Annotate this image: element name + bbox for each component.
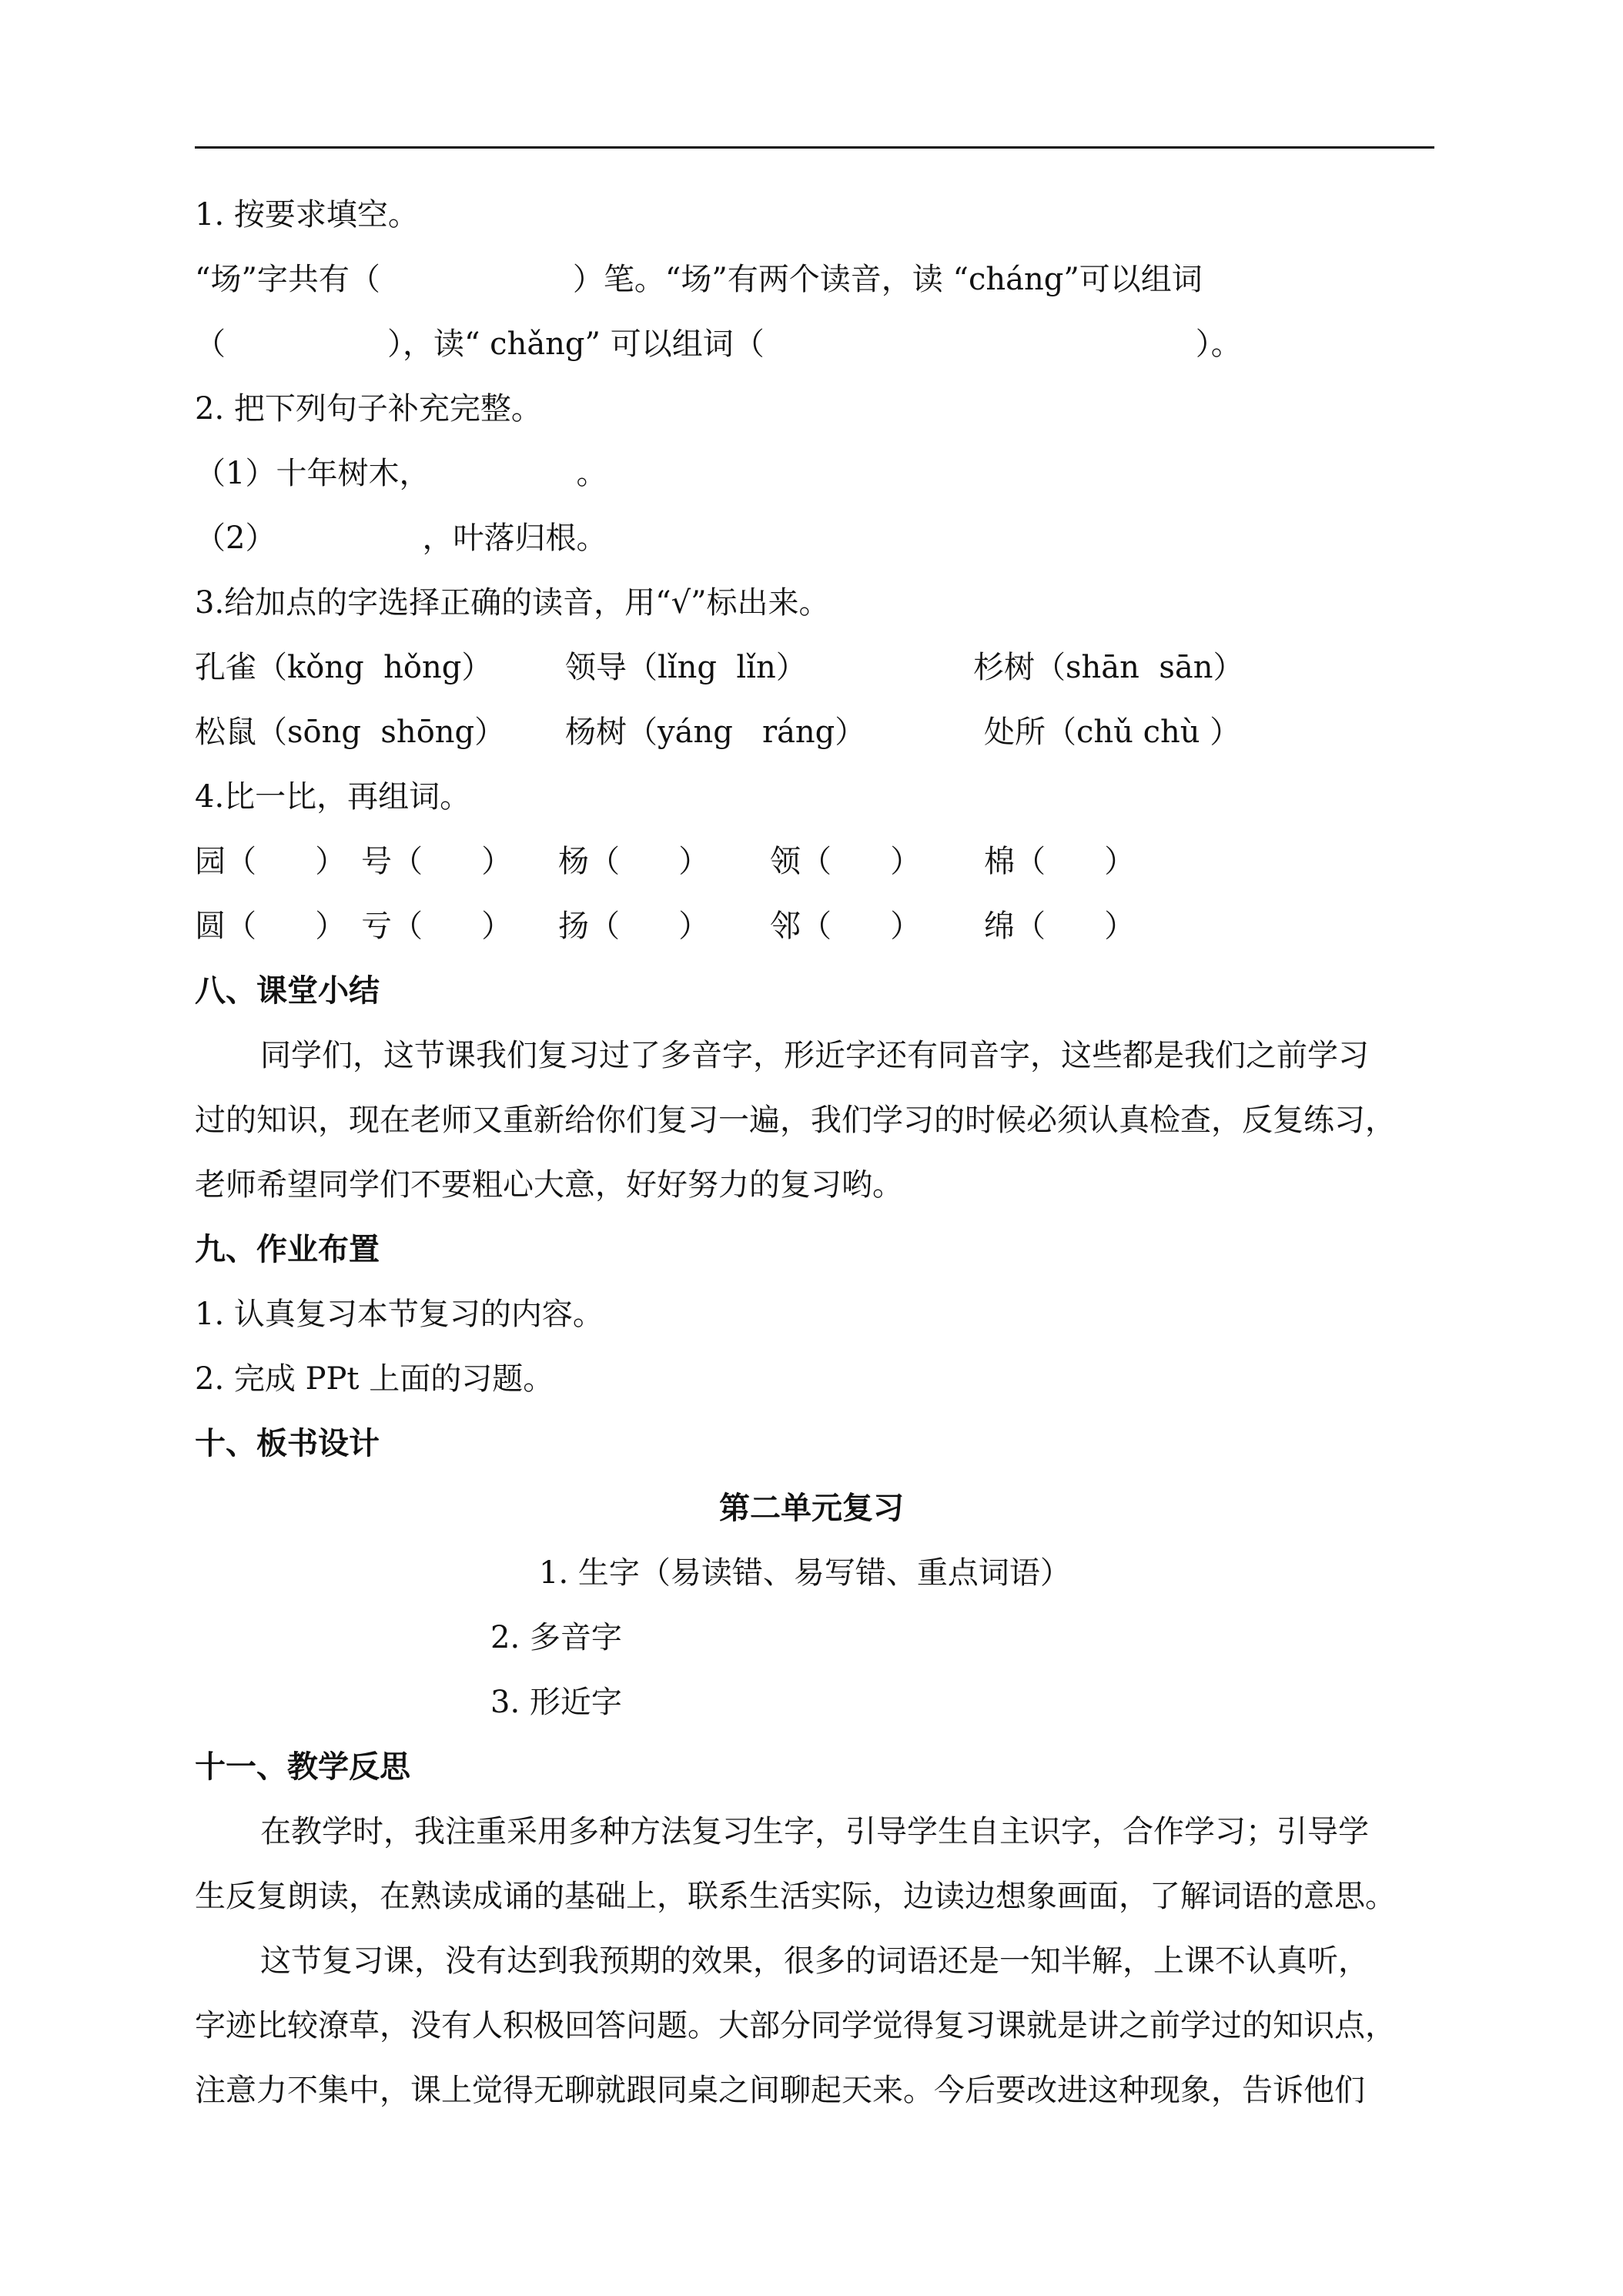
q1-line2 [195,322,1242,366]
q2-title: 2. 把下列句子补充完整。 [195,391,542,427]
q4-title: 4.比一比，再组词。 [195,779,471,815]
q4-row1-item1: 园（ ） [195,844,346,879]
q3-row2-item2: 杨树（yáng ráng） [565,715,866,750]
summary-line-3: 老师希望同学们不要粗心大意，好好努力的复习哟。 [195,1167,903,1203]
board-item-2: 2. 多音字 [490,1620,622,1655]
q1-title: 1. 按要求填空。 [195,197,419,233]
q3-row1-item2: 领导（lǐng lǐn） [565,650,807,685]
q4-row1-item4: 领（ ） [770,844,922,879]
reflection-p1-line1: 在教学时，我注重采用多种方法复习生字，引导学生自主识字，合作学习；引导学 [260,1814,1369,1849]
q1-line1-a: “场”字共有（ [195,262,380,297]
header-rule [195,146,1434,149]
reflection-p2-line2: 字迹比较潦草，没有人积极回答问题。大部分同学觉得复习课就是讲之前学过的知识点， [195,2008,1396,2043]
reflection-heading: 十一、教学反思 [195,1749,410,1785]
q3-row2-item3: 处所（chǔ chù ） [984,715,1241,750]
q1-line2-a: （ [195,326,226,362]
summary-heading: 八、课堂小结 [195,973,380,1009]
q1-line2-b: ），读“ chǎng” 可以组词（ [387,326,765,362]
q2-s1-b: 。 [576,456,607,491]
q3-title: 3.给加点的字选择正确的读音，用“√”标出来。 [195,585,830,621]
q1-line1-b: ）笔。“场”有两个读音，读 “cháng”可以组词 [572,262,1203,297]
q4-row2-item2: 亏（ ） [361,909,513,944]
q1-line2-c: ）。 [1195,326,1242,362]
q2-sentence-2 [195,516,607,561]
homework-item-2: 2. 完成 PPt 上面的习题。 [195,1361,554,1397]
q3-row1-item1: 孔雀（kǒng hǒng） [195,650,493,685]
q2-sentence-1 [195,451,607,496]
board-item-1: 1. 生字（易读错、易写错、重点词语） [539,1555,1071,1591]
homework-heading: 九、作业布置 [195,1232,380,1267]
q4-row1-item5: 棉（ ） [984,844,1136,879]
q4-row2-item1: 圆（ ） [195,909,346,944]
q2-s2-b: ，叶落归根。 [422,520,607,556]
homework-item-1: 1. 认真复习本节复习的内容。 [195,1297,604,1332]
board-title: 第二单元复习 [719,1491,904,1526]
q3-row2-item1: 松鼠（sōng shōng） [195,715,506,750]
reflection-p1-line2: 生反复朗读，在熟读成诵的基础上，联系生活实际，边读边想象画面，了解词语的意思。 [195,1879,1396,1914]
q4-row2-item4: 邻（ ） [770,909,922,944]
q2-s2-a: （2） [195,520,276,556]
q3-row1-item3: 杉树（shān sān） [973,650,1244,685]
summary-line-2: 过的知识，现在老师又重新给你们复习一遍，我们学习的时候必须认真检查，反复练习， [195,1103,1396,1138]
q4-row1-item2: 号（ ） [361,844,513,879]
q4-row1-item3: 杨（ ） [558,844,710,879]
q4-row2-item3: 扬（ ） [558,909,710,944]
reflection-p2-line1: 这节复习课，没有达到我预期的效果，很多的词语还是一知半解，上课不认真听， [260,1943,1369,1979]
q2-s1-a: （1）十年树木， [195,456,430,491]
q4-row2-item5: 绵（ ） [984,909,1136,944]
board-item-3: 3. 形近字 [490,1685,622,1720]
board-heading: 十、板书设计 [195,1426,380,1461]
summary-line-1: 同学们，这节课我们复习过了多音字，形近字还有同音字，这些都是我们之前学习 [260,1038,1369,1073]
q1-line1 [195,257,1203,302]
reflection-p2-line3: 注意力不集中，课上觉得无聊就跟同桌之间聊起天来。今后要改进这种现象，告诉他们 [195,2073,1365,2108]
